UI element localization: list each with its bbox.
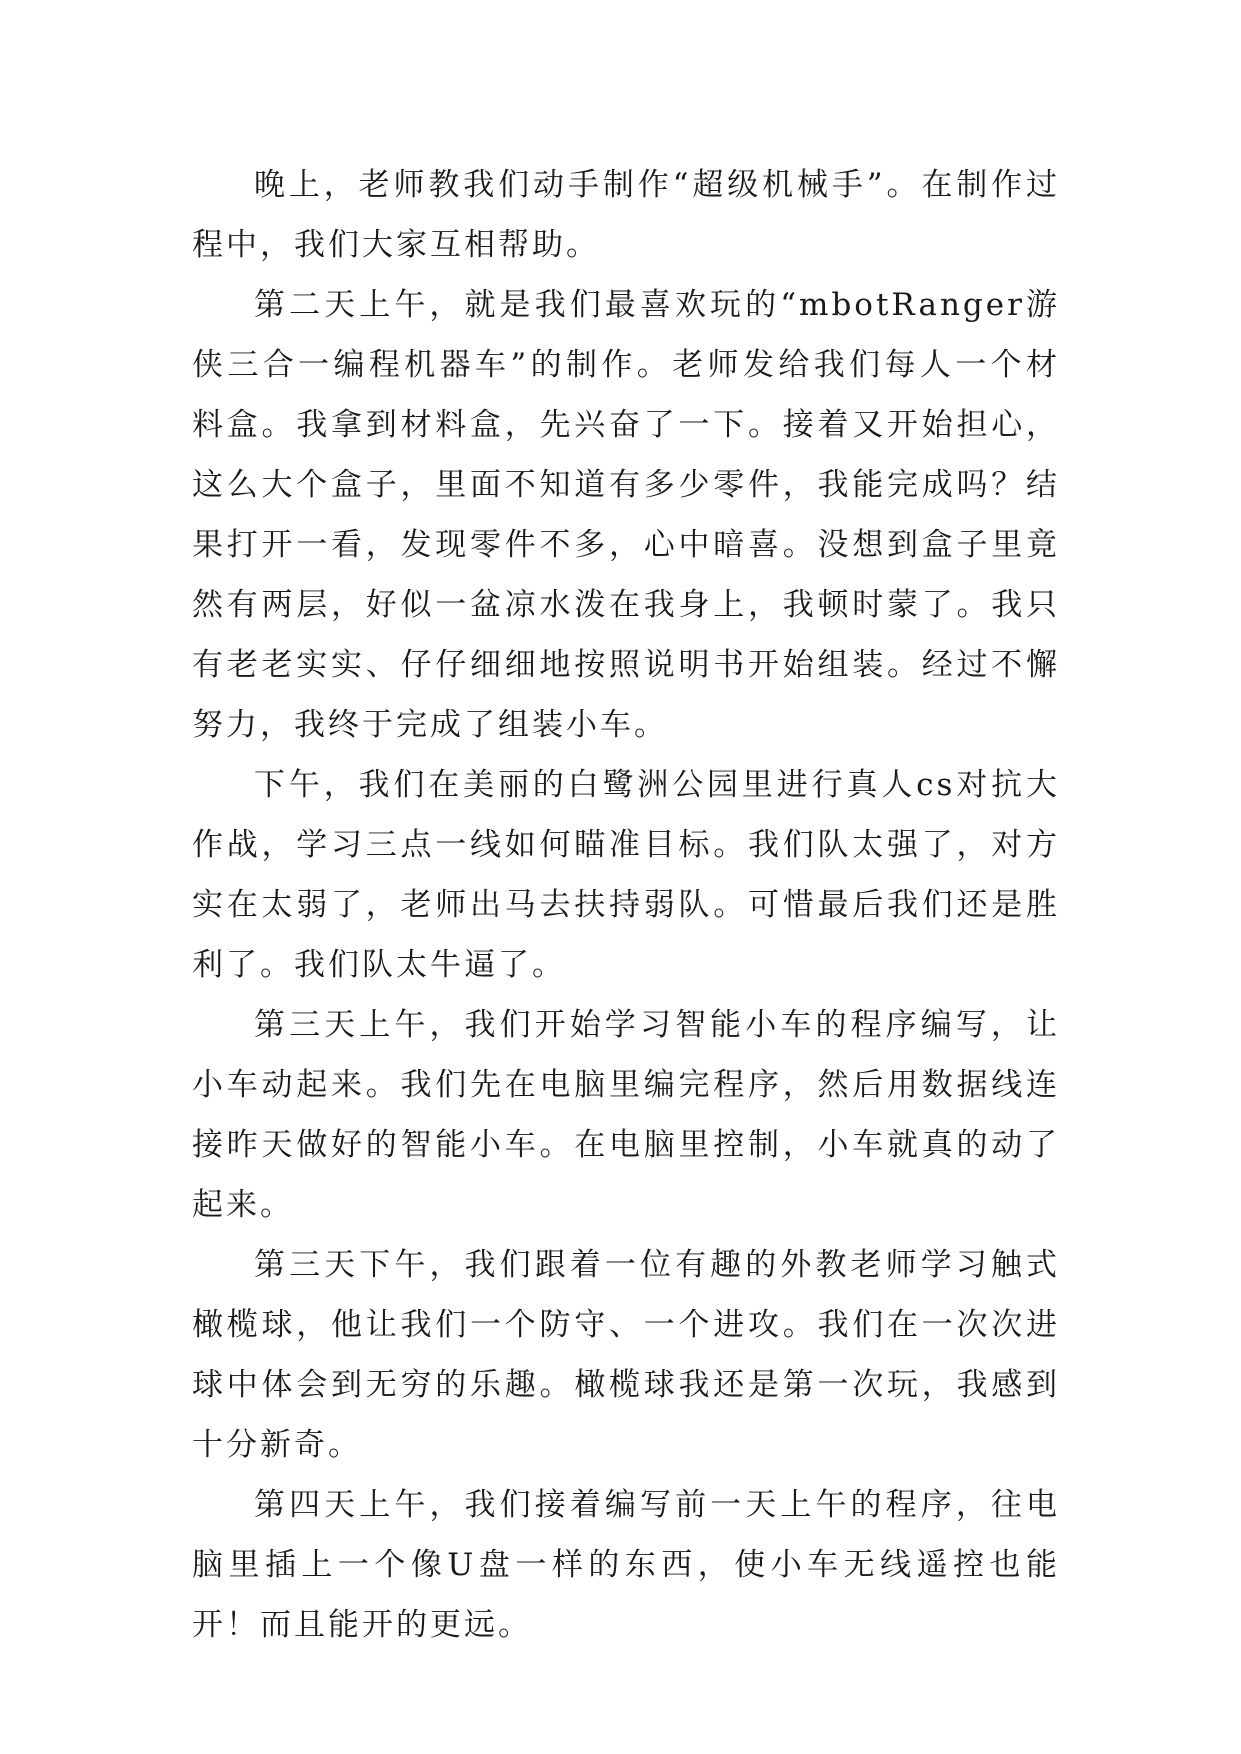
document-body <box>192 155 1060 1655</box>
paragraph-day-four-morning-remote-control: 第四天上午，我们接着编写前一天上午的程序，往电脑里插上一个像U盘一样的东西，使小车无线遥控也能开！而且能开的更远。 <box>192 1487 1060 1643</box>
paragraph-day-three-morning-programming: 第三天上午，我们开始学习智能小车的程序编写，让小车动起来。我们先在电脑里编完程序，然后用数据线连接昨天做好的智能小车。在电脑里控制，小车就真的动了起来。 <box>192 1007 1060 1223</box>
paragraph-day-two-morning-robot-car: 第二天上午，就是我们最喜欢玩的“mbotRanger游侠三合一编程机器车”的制作。老师发给我们每人一个材料盒。我拿到材料盒，先兴奋了一下。接着又开始担心，这么大个盒子，里面不知道有多少零件，我能完成吗？结果打开一看，发现零件不多，心中暗喜。没想到盒子里竟然有两层，好似一盆凉水泼在我身上，我顿时蒙了。我只有老老实实、仔仔细细地按照说明书开始组装。经过不懈努力，我终于完成了组装小车。 <box>192 287 1060 743</box>
paragraph-afternoon-cs-battle: 下午，我们在美丽的白鹭洲公园里进行真人cs对抗大作战，学习三点一线如何瞄准目标。我们队太强了，对方实在太弱了，老师出马去扶持弱队。可惜最后我们还是胜利了。我们队太牛逼了。 <box>192 767 1060 983</box>
paragraph-day-three-afternoon-rugby: 第三天下午，我们跟着一位有趣的外教老师学习触式橄榄球，他让我们一个防守、一个进攻。我们在一次次进球中体会到无穷的乐趣。橄榄球我还是第一次玩，我感到十分新奇。 <box>192 1247 1060 1463</box>
paragraph-evening-mechanical-hand: 晚上，老师教我们动手制作“超级机械手”。在制作过程中，我们大家互相帮助。 <box>192 167 1060 263</box>
